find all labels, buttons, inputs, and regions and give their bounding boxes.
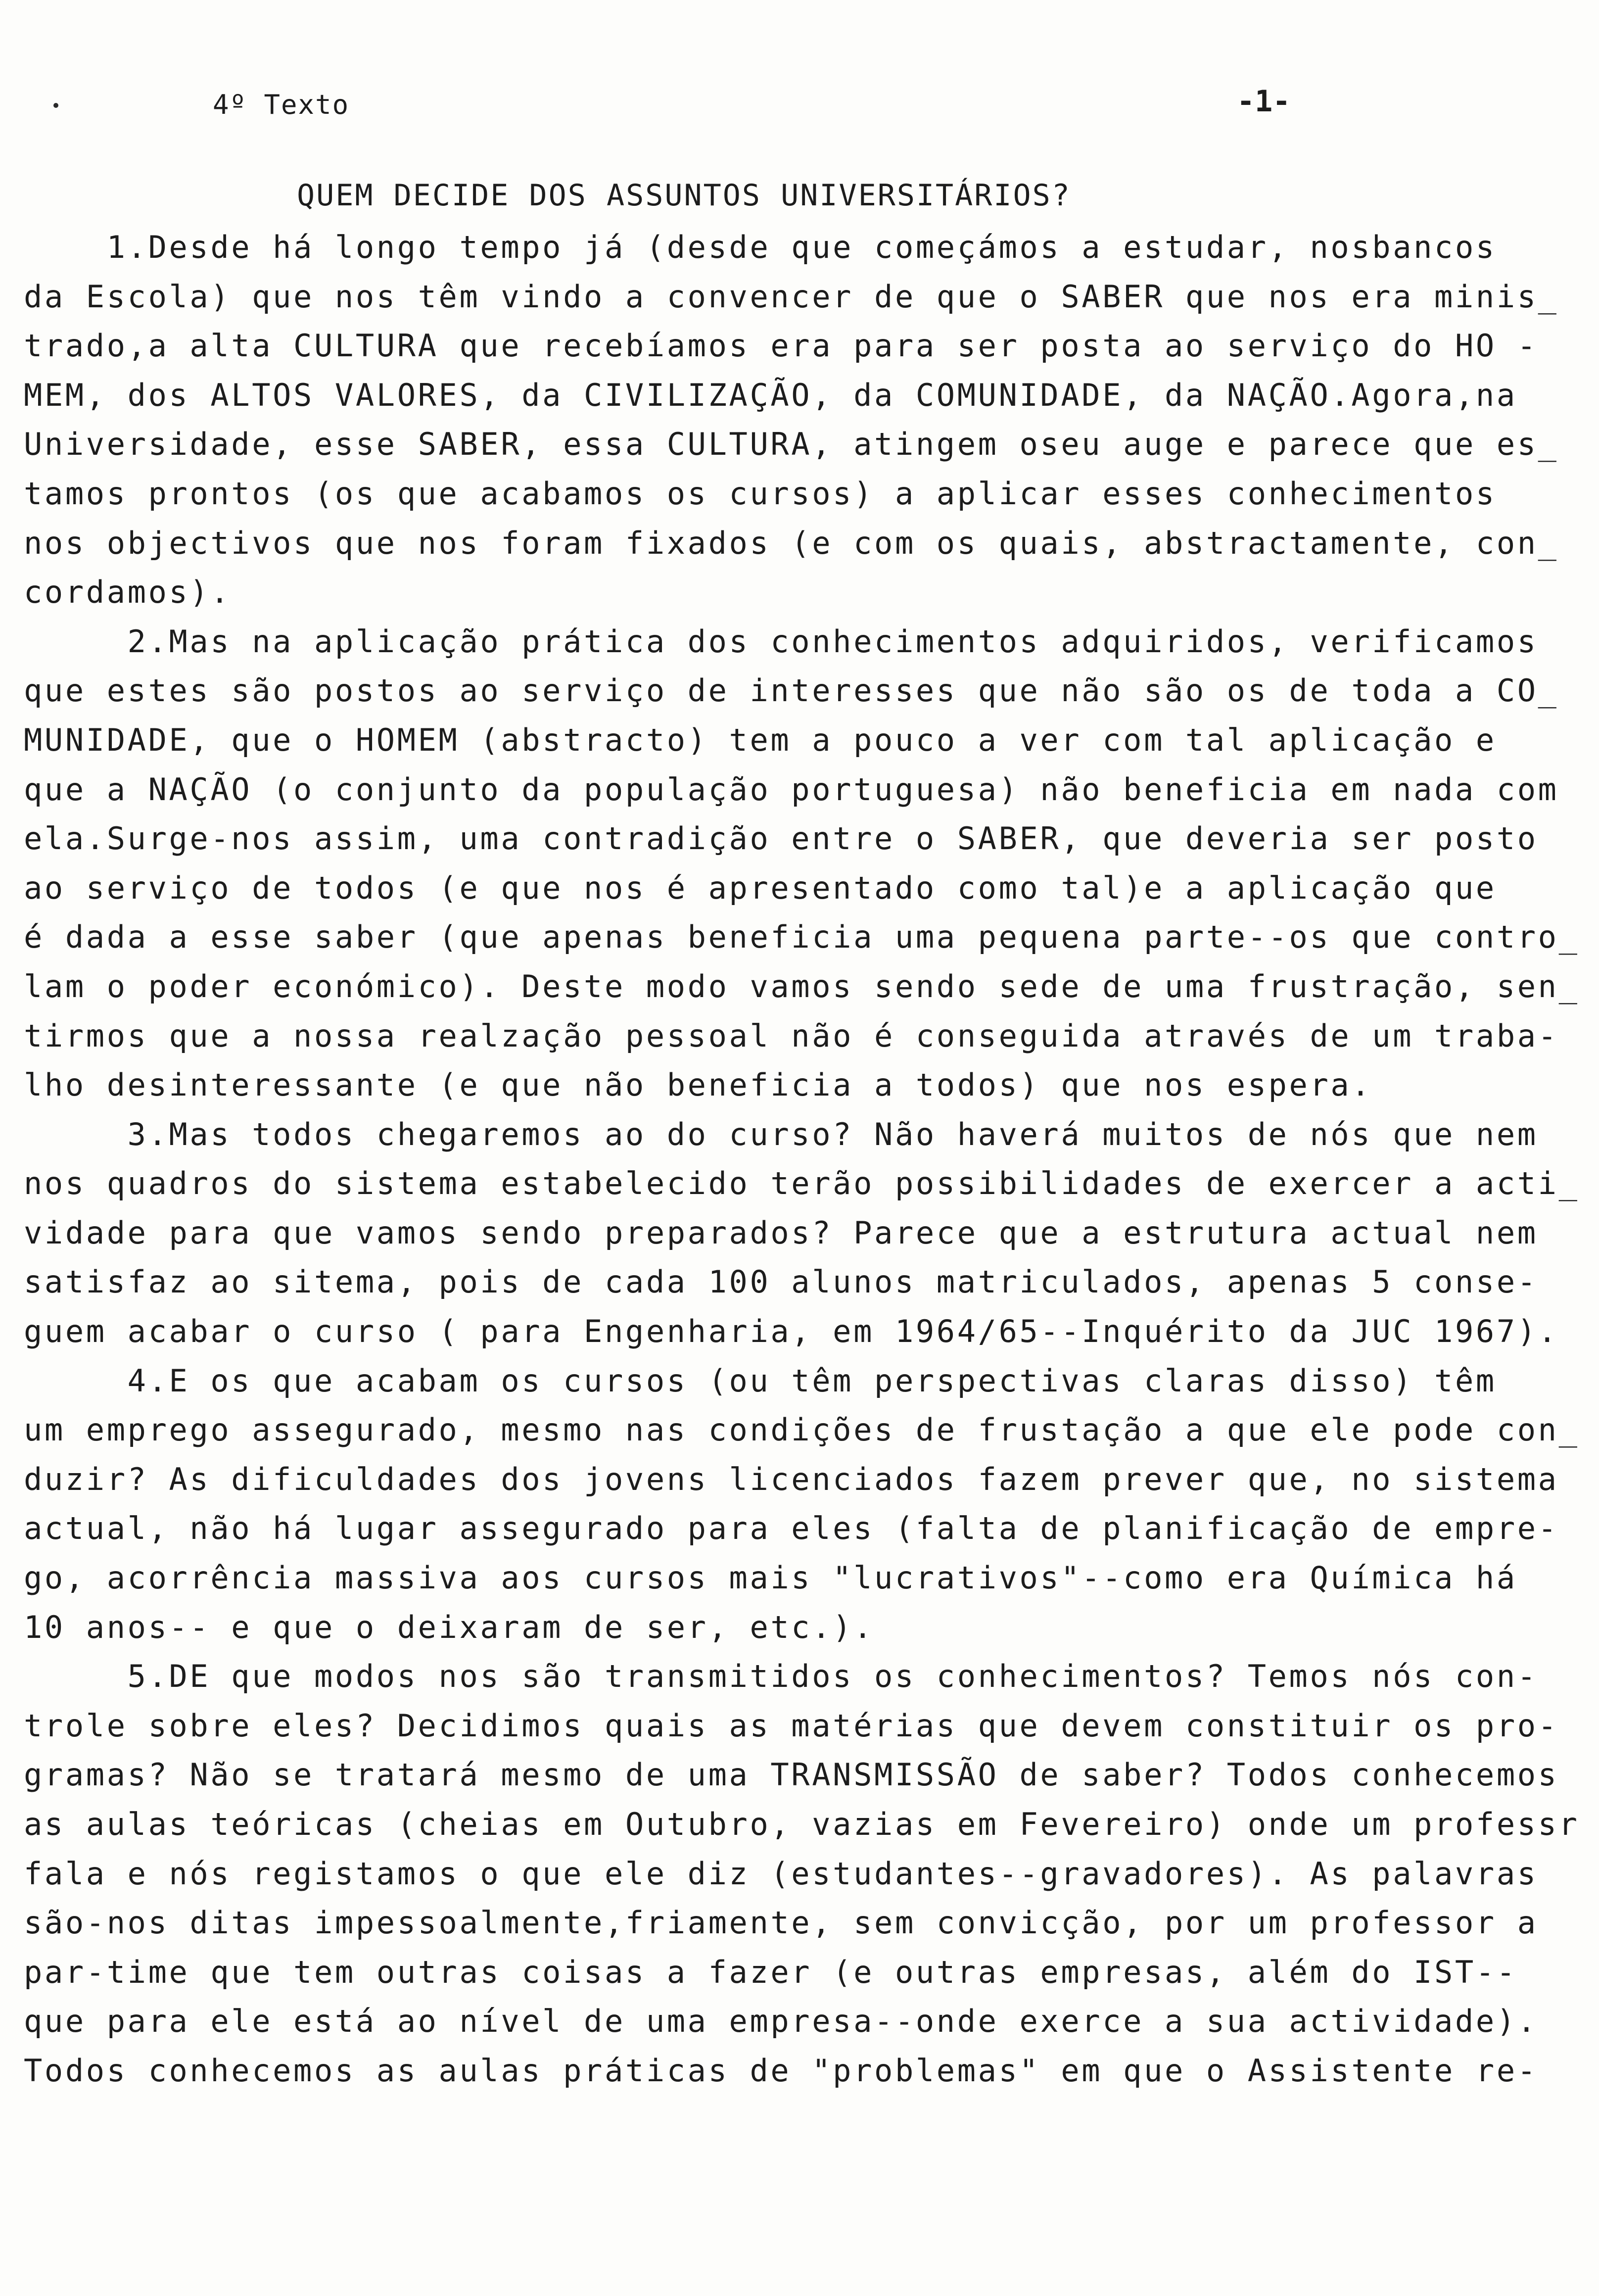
text-line: 5.DE que modos nos são transmitidos os conhecimentos? Temos nós con-: [24, 1658, 1538, 1695]
text-line: 4.E os que acabam os cursos (ou têm perspectivas claras disso) têm: [24, 1362, 1497, 1399]
text-line: um emprego assegurado, mesmo nas condições de frustação a que ele pode con_: [24, 1412, 1580, 1448]
text-line: 1.Desde há longo tempo já (desde que começámos a estudar, nosbancos: [24, 229, 1497, 265]
text-line: ela.Surge-nos assim, uma contradição entre o SABER, que deveria ser posto: [24, 820, 1538, 857]
text-line: as aulas teóricas (cheias em Outubro, vazias em Fevereiro) onde um professr: [24, 1806, 1580, 1842]
text-line: par-time que tem outras coisas a fazer (e outras empresas, além do IST--: [24, 1954, 1517, 1990]
text-line: da Escola) que nos têm vindo a convencer de que o SABER que nos era minis_: [24, 278, 1559, 315]
body-text: [24, 223, 1580, 2096]
text-line: duzir? As dificuldades dos jovens licenciados fazem prever que, no sistema: [24, 1461, 1559, 1497]
text-line: guem acabar o curso ( para Engenharia, em 1964/65--Inquérito da JUC 1967).: [24, 1313, 1559, 1350]
text-line: satisfaz ao sitema, pois de cada 100 alunos matriculados, apenas 5 conse-: [24, 1264, 1538, 1300]
text-number-label: 4º Texto: [213, 89, 350, 120]
text-line: é dada a esse saber (que apenas beneficia uma pequena parte--os que contro_: [24, 919, 1580, 956]
text-line: nos objectivos que nos foram fixados (e com os quais, abstractamente, con_: [24, 525, 1559, 561]
text-line: que estes são postos ao serviço de interesses que não são os de toda a CO_: [24, 672, 1559, 709]
text-line: actual, não há lugar assegurado para eles (falta de planificação de empre-: [24, 1510, 1559, 1547]
text-line: ao serviço de todos (e que nos é apresentado como tal)e a aplicação que: [24, 869, 1497, 906]
page-number: -1-: [1237, 84, 1291, 119]
text-line: nos quadros do sistema estabelecido terão possibilidades de exercer a acti_: [24, 1165, 1580, 1202]
text-line: MEM, dos ALTOS VALORES, da CIVILIZAÇÃO, da COMUNIDADE, da NAÇÃO.Agora,na: [24, 377, 1517, 413]
text-line: Todos conhecemos as aulas práticas de "problemas" em que o Assistente re-: [24, 2052, 1538, 2089]
bullet-dot: [53, 103, 58, 108]
text-line: trado,a alta CULTURA que recebíamos era para ser posta ao serviço do HO -: [24, 328, 1538, 364]
text-line: MUNIDADE, que o HOMEM (abstracto) tem a pouco a ver com tal aplicação e: [24, 721, 1497, 758]
text-line: são-nos ditas impessoalmente,friamente, sem convicção, por um professor a: [24, 1905, 1538, 1941]
document-title: QUEM DECIDE DOS ASSUNTOS UNIVERSITÁRIOS?: [297, 178, 1071, 213]
text-line: que para ele está ao nível de uma empresa--onde exerce a sua actividade).: [24, 2003, 1538, 2040]
text-line: 2.Mas na aplicação prática dos conhecimentos adquiridos, verificamos: [24, 623, 1538, 660]
text-line: 10 anos-- e que o deixaram de ser, etc.).: [24, 1609, 875, 1645]
text-line: go, acorrência massiva aos cursos mais "lucrativos"--como era Química há: [24, 1560, 1517, 1596]
text-line: cordamos).: [24, 574, 232, 611]
text-line: lam o poder económico). Deste modo vamos sendo sede de uma frustração, sen_: [24, 968, 1580, 1004]
text-line: que a NAÇÃO (o conjunto da população portuguesa) não beneficia em nada com: [24, 771, 1559, 808]
text-line: Universidade, esse SABER, essa CULTURA, atingem oseu auge e parece que es_: [24, 426, 1559, 463]
text-line: gramas? Não se tratará mesmo de uma TRANSMISSÃO de saber? Todos conhecemos: [24, 1757, 1559, 1793]
text-line: trole sobre eles? Decidimos quais as matérias que devem constituir os pro-: [24, 1707, 1559, 1744]
text-line: vidade para que vamos sendo preparados? Parece que a estrutura actual nem: [24, 1214, 1538, 1251]
text-line: 3.Mas todos chegaremos ao do curso? Não haverá muitos de nós que nem: [24, 1116, 1538, 1152]
text-line: fala e nós registamos o que ele diz (estudantes--gravadores). As palavras: [24, 1855, 1538, 1892]
text-line: tirmos que a nossa realzação pessoal não é conseguida através de um traba-: [24, 1017, 1559, 1054]
text-line: tamos prontos (os que acabamos os cursos) a aplicar esses conhecimentos: [24, 475, 1497, 512]
text-line: lho desinteressante (e que não beneficia a todos) que nos espera.: [24, 1067, 1372, 1103]
